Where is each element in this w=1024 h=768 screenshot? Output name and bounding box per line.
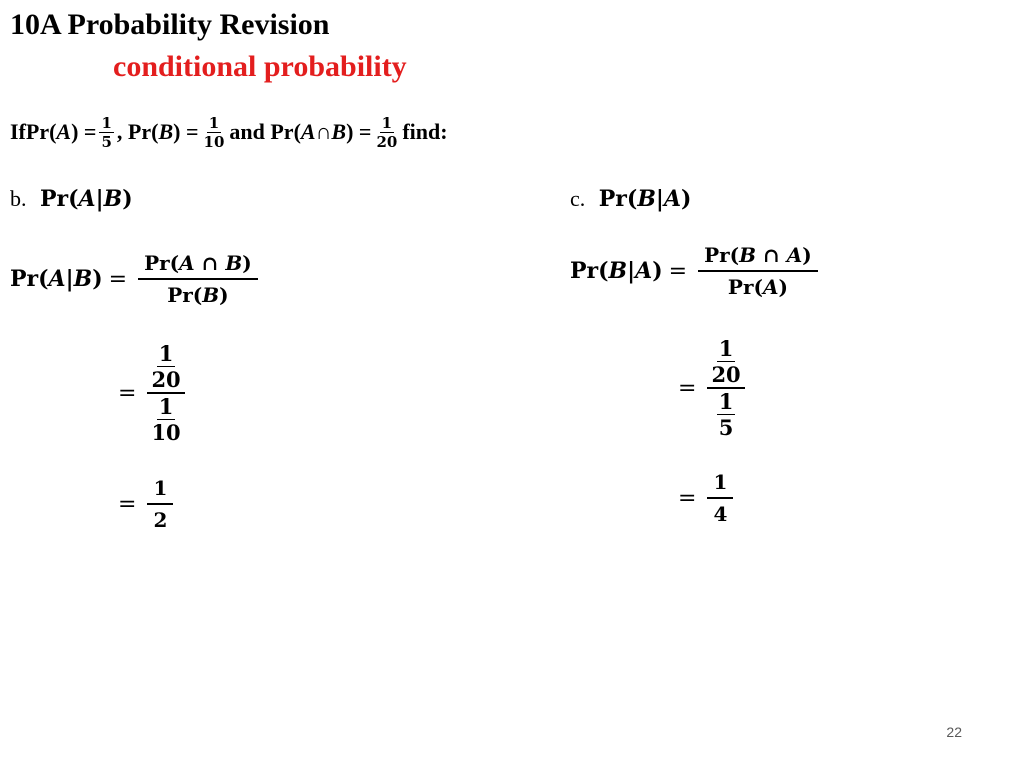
part-c-label [570, 186, 691, 212]
part-b-expression [40, 186, 133, 212]
num-pr: Pr( [144, 251, 180, 275]
den-pr: Pr( [727, 275, 763, 299]
equals-sign: = [678, 375, 697, 401]
expr-event-b: B [103, 186, 123, 212]
expr-pr: Pr( [40, 186, 79, 212]
fraction-numerator [707, 336, 744, 389]
given-intersection-symbol: ∩ [315, 119, 332, 144]
fraction-denominator: 10 [203, 132, 225, 151]
fraction-numerator [147, 341, 184, 394]
lhs-pr: Pr( [10, 266, 49, 292]
given-event-b2: B [331, 119, 347, 144]
part-c-lhs [570, 258, 663, 284]
fraction-numerator: 1 [158, 341, 174, 366]
part-b-definition-fraction [138, 250, 258, 308]
num-event-a: A [179, 251, 195, 275]
given-fraction-b [202, 114, 227, 151]
den-event-b: B [202, 283, 220, 307]
equals-sign: = [118, 380, 137, 406]
fraction-denominator: 20 [711, 362, 741, 387]
slide-subtitle: conditional probability [113, 50, 407, 83]
upper-fraction [149, 341, 182, 392]
lhs-event-b: B [608, 258, 628, 284]
lhs-given-bar: | [65, 266, 74, 292]
fraction-numerator: 1 [158, 394, 174, 419]
given-statement [10, 106, 448, 158]
num-pr: Pr( [704, 243, 740, 267]
fraction-numerator [698, 242, 818, 272]
fraction-denominator: 2 [153, 508, 168, 532]
part-b-letter: b. [10, 186, 27, 211]
given-event-a2: A [300, 119, 316, 144]
given-pr-b-open: , Pr( [116, 119, 159, 144]
expr-close: ) [122, 186, 133, 212]
given-fraction-ab [374, 114, 399, 151]
fraction-numerator: 1 [718, 336, 734, 361]
part-b-lhs [10, 266, 103, 292]
lhs-event-a: A [635, 258, 653, 284]
equals-sign: = [668, 258, 688, 284]
fraction-denominator: 20 [376, 132, 398, 151]
part-c-definition-fraction [698, 242, 818, 300]
num-close: ) [242, 251, 252, 275]
part-b-label [10, 186, 133, 212]
equals-sign: = [118, 491, 137, 517]
part-c-result-fraction [707, 469, 733, 527]
expr-event-a: A [663, 186, 682, 212]
slide-title: 10A Probability Revision [10, 8, 330, 41]
fraction-denominator: 10 [151, 420, 181, 445]
fraction-numerator: 1 [208, 113, 220, 132]
num-event-b: B [739, 243, 757, 267]
lhs-close: ) [652, 258, 663, 284]
expr-pr: Pr( [598, 186, 638, 212]
den-pr: Pr( [167, 283, 203, 307]
upper-fraction [709, 336, 742, 387]
given-and-pr: and Pr( [229, 119, 301, 144]
lhs-event-a: A [48, 266, 66, 292]
expr-event-b: B [637, 186, 656, 212]
expr-given-bar: | [655, 186, 664, 212]
lhs-pr: Pr( [570, 258, 609, 284]
part-c-complex-fraction [707, 336, 744, 440]
lhs-close: ) [92, 266, 103, 292]
equals-sign: = [108, 266, 128, 292]
den-close: ) [219, 283, 229, 307]
fraction-denominator [715, 389, 738, 440]
lhs-event-b: B [73, 266, 93, 292]
part-c-letter: c. [570, 186, 586, 211]
num-intersection: ∩ [756, 243, 787, 267]
num-intersection: ∩ [194, 251, 226, 275]
fraction-denominator: 4 [713, 502, 728, 526]
part-c-definition [570, 236, 821, 306]
page-number: 22 [946, 724, 962, 740]
given-pr-a-open: Pr( [25, 119, 57, 144]
given-fraction-a [99, 114, 113, 151]
num-event-b: B [225, 251, 243, 275]
given-lead: If [10, 119, 26, 144]
lhs-given-bar: | [627, 258, 636, 284]
fraction-numerator: 1 [381, 113, 393, 132]
given-find: find: [402, 119, 448, 144]
fraction-numerator [138, 250, 258, 280]
part-b-definition [10, 244, 261, 314]
fraction-numerator: 1 [718, 389, 734, 414]
given-equals-3: ) = [346, 119, 372, 144]
den-close: ) [778, 275, 788, 299]
equals-sign: = [678, 485, 697, 511]
given-equals-1: ) = [71, 119, 97, 144]
num-event-a: A [786, 243, 803, 267]
fraction-denominator: 5 [101, 132, 112, 151]
part-b-complex-fraction [147, 341, 184, 445]
given-event-b: B [158, 119, 174, 144]
den-event-a: A [762, 275, 779, 299]
fraction-numerator: 1 [147, 475, 173, 505]
fraction-denominator: 20 [151, 367, 181, 392]
part-c-step-1 [672, 334, 748, 442]
part-b-step-1 [112, 338, 188, 448]
expr-close: ) [681, 186, 692, 212]
given-equals-2: ) = [173, 119, 199, 144]
given-event-a: A [56, 119, 72, 144]
num-close: ) [802, 243, 812, 267]
part-c-expression [599, 186, 692, 212]
fraction-denominator: 5 [718, 415, 734, 440]
expr-given-bar: | [95, 186, 104, 212]
expr-event-a: A [78, 186, 96, 212]
lower-fraction [717, 389, 736, 440]
fraction-denominator [161, 280, 234, 308]
fraction-denominator [722, 272, 794, 300]
part-c-result [672, 466, 736, 530]
part-b-result [112, 472, 176, 536]
fraction-numerator: 1 [101, 113, 112, 132]
lower-fraction [149, 394, 182, 445]
fraction-numerator: 1 [707, 469, 733, 499]
fraction-denominator [147, 394, 184, 445]
part-b-result-fraction [147, 475, 173, 533]
